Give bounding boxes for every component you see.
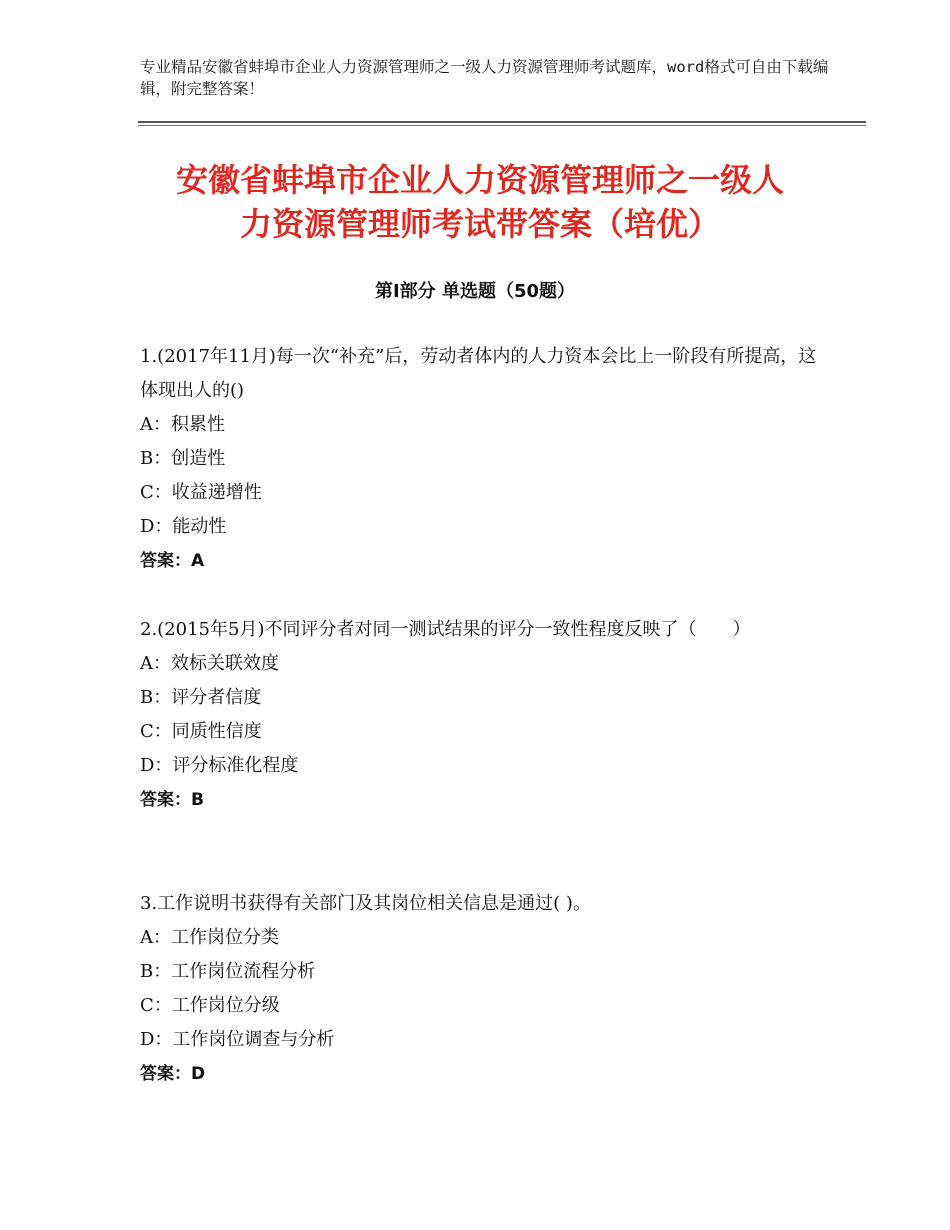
question-stem: 3.工作说明书获得有关部门及其岗位相关信息是通过( )。 <box>140 893 591 914</box>
option-b: B：评分者信度 <box>140 687 262 708</box>
question-1 <box>140 340 830 578</box>
question-2 <box>140 613 830 817</box>
option-b: B：工作岗位流程分析 <box>140 961 316 982</box>
option-d: D：评分标准化程度 <box>140 755 299 776</box>
option-a: A：工作岗位分类 <box>140 927 279 948</box>
section-title: 第Ⅰ部分 单选题（50题） <box>374 281 575 302</box>
answer-label: 答案：D <box>140 1064 206 1084</box>
title-line-1: 安徽省蚌埠市企业人力资源管理师之一级人 <box>175 161 784 199</box>
header-rule-thick <box>138 121 866 123</box>
title-line-2: 力资源管理师考试带答案（培优） <box>239 205 720 243</box>
question-3 <box>140 887 830 1091</box>
question-stem: 1.(2017年11月)每一次“补充”后，劳动者体内的人力资本会比上一阶段有所提高，这体现出人的() <box>140 346 817 401</box>
option-d: D：工作岗位调查与分析 <box>140 1029 335 1050</box>
header-note: 专业精品安徽省蚌埠市企业人力资源管理师之一级人力资源管理师考试题库，word格式可自由下载编辑，附完整答案！ <box>140 58 829 98</box>
option-d: D：能动性 <box>140 516 227 537</box>
answer-label: 答案：B <box>140 790 204 810</box>
option-c: C：工作岗位分级 <box>140 995 280 1016</box>
header-rule-thin <box>138 125 866 126</box>
option-a: A：效标关联效度 <box>140 653 279 674</box>
option-c: C：同质性信度 <box>140 721 262 742</box>
option-b: B：创造性 <box>140 448 226 469</box>
answer-label: 答案：A <box>140 551 205 571</box>
document-title <box>120 158 840 246</box>
option-a: A：积累性 <box>140 414 225 435</box>
option-c: C：收益递增性 <box>140 482 262 503</box>
question-stem: 2.(2015年5月)不同评分者对同一测试结果的评分一致性程度反映了（ ） <box>140 619 751 640</box>
